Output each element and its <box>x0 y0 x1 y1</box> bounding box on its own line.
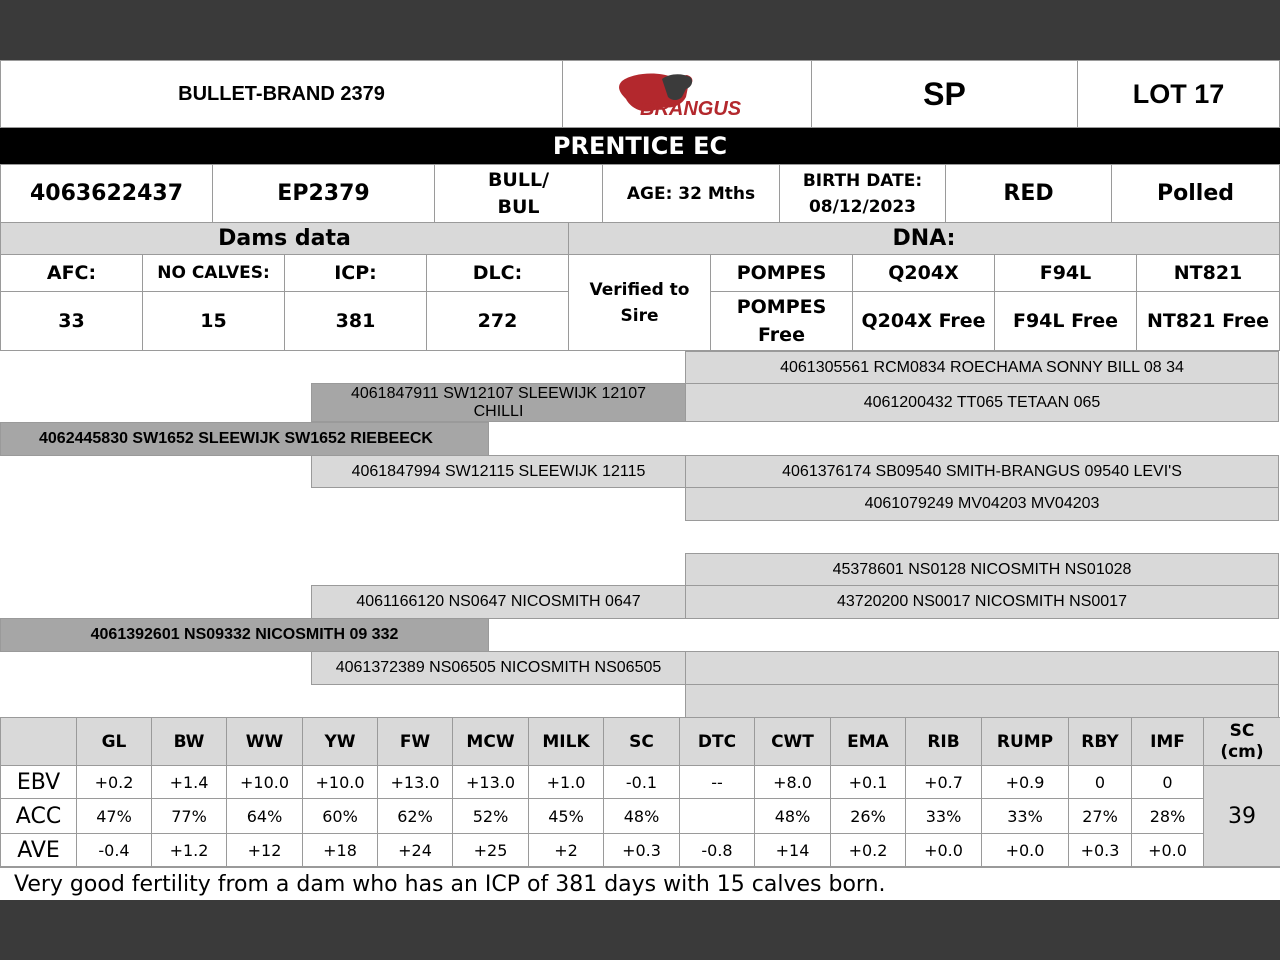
pedigree-sss: 4061305561 RCM0834 ROECHAMA SONNY BILL 08 34 <box>685 351 1279 384</box>
dams-value-dlc: 272 <box>426 291 569 351</box>
sc-cm-label-2: (cm) <box>1220 741 1264 762</box>
dna-test-nt821: NT821 <box>1136 254 1280 292</box>
colour: RED <box>945 164 1112 223</box>
pedigree-sire-sire: 4061847911 SW12107 SLEEWIJK 12107 CHILLI <box>311 383 686 422</box>
ave-cell: +0.3 <box>604 834 680 867</box>
ebv-cell: +1.4 <box>152 766 227 799</box>
birth-date <box>779 164 946 223</box>
trait-header: RUMP <box>982 718 1069 766</box>
ave-cell: +12 <box>227 834 303 867</box>
animal-id: 4063622437 <box>0 164 213 223</box>
row-label: AVE <box>1 834 77 867</box>
ebv-table <box>0 717 1280 867</box>
sc-cm-label-1: SC <box>1229 720 1255 741</box>
acc-row <box>1 799 1280 834</box>
ave-cell: +0.0 <box>906 834 982 867</box>
pedigree-dam-dam: 4061372389 NS06505 NICOSMITH NS06505 <box>311 651 686 685</box>
dna-result-f94l: F94L Free <box>994 291 1137 351</box>
acc-cell: 27% <box>1069 799 1132 834</box>
lot-sheet <box>0 60 1280 900</box>
ave-cell: +0.3 <box>1069 834 1132 867</box>
dams-header-icp: ICP: <box>284 254 427 292</box>
ebv-row <box>1 766 1280 799</box>
sc-cm-value: 39 <box>1204 766 1280 867</box>
row-label: EBV <box>1 766 77 799</box>
birth-date-label: BIRTH DATE: <box>802 170 923 191</box>
ebv-cell: +0.2 <box>77 766 152 799</box>
birth-date-value: 08/12/2023 <box>808 196 917 217</box>
acc-cell: 60% <box>303 799 378 834</box>
trait-header: IMF <box>1132 718 1204 766</box>
dams-header-calves: NO CALVES: <box>142 254 285 292</box>
animal-name: BULLET-BRAND 2379 <box>0 60 563 128</box>
ebv-cell: +10.0 <box>303 766 378 799</box>
trait-header: YW <box>303 718 378 766</box>
pedigree-ssd: 4061200432 TT065 TETAAN 065 <box>685 383 1279 422</box>
acc-cell: 77% <box>152 799 227 834</box>
lot-number: LOT 17 <box>1077 60 1280 128</box>
pedigree-sdd: 4061079249 MV04203 MV04203 <box>685 487 1279 521</box>
pedigree-sire-dam: 4061847994 SW12115 SLEEWIJK 12115 <box>311 455 686 488</box>
trait-header: RBY <box>1069 718 1132 766</box>
acc-cell <box>680 799 755 834</box>
trait-header: BW <box>152 718 227 766</box>
grade: SP <box>811 60 1078 128</box>
acc-cell: 52% <box>453 799 529 834</box>
pedigree-sds: 4061376174 SB09540 SMITH-BRANGUS 09540 LEVI'S <box>685 455 1279 488</box>
sex-line-2: BUL <box>497 195 540 218</box>
ave-cell: +2 <box>529 834 604 867</box>
trait-header: MCW <box>453 718 529 766</box>
dna-test-pompes: POMPES <box>710 254 853 292</box>
acc-cell: 62% <box>378 799 453 834</box>
ave-cell: -0.4 <box>77 834 152 867</box>
acc-cell: 33% <box>906 799 982 834</box>
acc-cell: 47% <box>77 799 152 834</box>
dna-verified: Verified to Sire <box>568 254 711 351</box>
dna-title: DNA: <box>568 222 1280 255</box>
ebv-cell: +1.0 <box>529 766 604 799</box>
pedigree-ddd <box>685 684 1279 718</box>
pedigree-dam-sire: 4061166120 NS0647 NICOSMITH 0647 <box>311 585 686 619</box>
acc-cell: 26% <box>831 799 906 834</box>
dams-header-dlc: DLC: <box>426 254 569 292</box>
trait-header: EMA <box>831 718 906 766</box>
ebv-cell: +8.0 <box>755 766 831 799</box>
sex-line-1: BULL/ <box>487 168 550 191</box>
ebv-corner <box>1 718 77 766</box>
trait-header: RIB <box>906 718 982 766</box>
tag-number: EP2379 <box>212 164 435 223</box>
dams-value-calves: 15 <box>142 291 285 351</box>
pedigree-sire: 4062445830 SW1652 SLEEWIJK SW1652 RIEBEECK <box>0 422 489 456</box>
ave-cell: -0.8 <box>680 834 755 867</box>
ave-cell: +18 <box>303 834 378 867</box>
ebv-cell: +13.0 <box>453 766 529 799</box>
pedigree-dss: 45378601 NS0128 NICOSMITH NS01028 <box>685 553 1279 586</box>
ebv-cell: -0.1 <box>604 766 680 799</box>
dams-title: Dams data <box>0 222 569 255</box>
acc-cell: 28% <box>1132 799 1204 834</box>
dna-test-f94l: F94L <box>994 254 1137 292</box>
bull-head-icon <box>602 67 772 121</box>
ebv-cell: +0.9 <box>982 766 1069 799</box>
dams-value-icp: 381 <box>284 291 427 351</box>
ebv-cell: +0.7 <box>906 766 982 799</box>
horn-status: Polled <box>1111 164 1280 223</box>
acc-cell: 45% <box>529 799 604 834</box>
dams-header-afc: AFC: <box>0 254 143 292</box>
brand-text: BRANGUS <box>640 98 742 120</box>
acc-cell: 33% <box>982 799 1069 834</box>
trait-header: WW <box>227 718 303 766</box>
ave-cell: +0.2 <box>831 834 906 867</box>
acc-cell: 64% <box>227 799 303 834</box>
age: AGE: 32 Mths <box>602 164 780 223</box>
trait-header: CWT <box>755 718 831 766</box>
sc-cm-header <box>1204 718 1280 766</box>
ebv-cell: 0 <box>1132 766 1204 799</box>
ave-cell: +1.2 <box>152 834 227 867</box>
trait-header: DTC <box>680 718 755 766</box>
ave-cell: +0.0 <box>982 834 1069 867</box>
trait-header: SC <box>604 718 680 766</box>
ave-cell: +14 <box>755 834 831 867</box>
ebv-cell: +10.0 <box>227 766 303 799</box>
pedigree-dds <box>685 651 1279 685</box>
ave-row <box>1 834 1280 867</box>
ebv-header-row <box>1 718 1280 766</box>
acc-cell: 48% <box>604 799 680 834</box>
ave-cell: +24 <box>378 834 453 867</box>
ebv-cell: 0 <box>1069 766 1132 799</box>
ave-cell: +25 <box>453 834 529 867</box>
breeder-name: PRENTICE EC <box>0 128 1280 164</box>
trait-header: GL <box>77 718 152 766</box>
brangus-logo <box>562 60 812 128</box>
ebv-cell: +13.0 <box>378 766 453 799</box>
dna-test-q204x: Q204X <box>852 254 995 292</box>
dna-result-q204x: Q204X Free <box>852 291 995 351</box>
ebv-cell: -- <box>680 766 755 799</box>
acc-cell: 48% <box>755 799 831 834</box>
dna-result-pompes: POMPES Free <box>710 291 853 351</box>
comment: Very good fertility from a dam who has an ICP of 381 days with 15 calves born. <box>0 867 1280 900</box>
row-label: ACC <box>1 799 77 834</box>
sex <box>434 164 603 223</box>
pedigree-dsd: 43720200 NS0017 NICOSMITH NS0017 <box>685 585 1279 619</box>
ebv-cell: +0.1 <box>831 766 906 799</box>
dna-result-nt821: NT821 Free <box>1136 291 1280 351</box>
ave-cell: +0.0 <box>1132 834 1204 867</box>
pedigree-dam: 4061392601 NS09332 NICOSMITH 09 332 <box>0 618 489 652</box>
dams-value-afc: 33 <box>0 291 143 351</box>
trait-header: FW <box>378 718 453 766</box>
trait-header: MILK <box>529 718 604 766</box>
